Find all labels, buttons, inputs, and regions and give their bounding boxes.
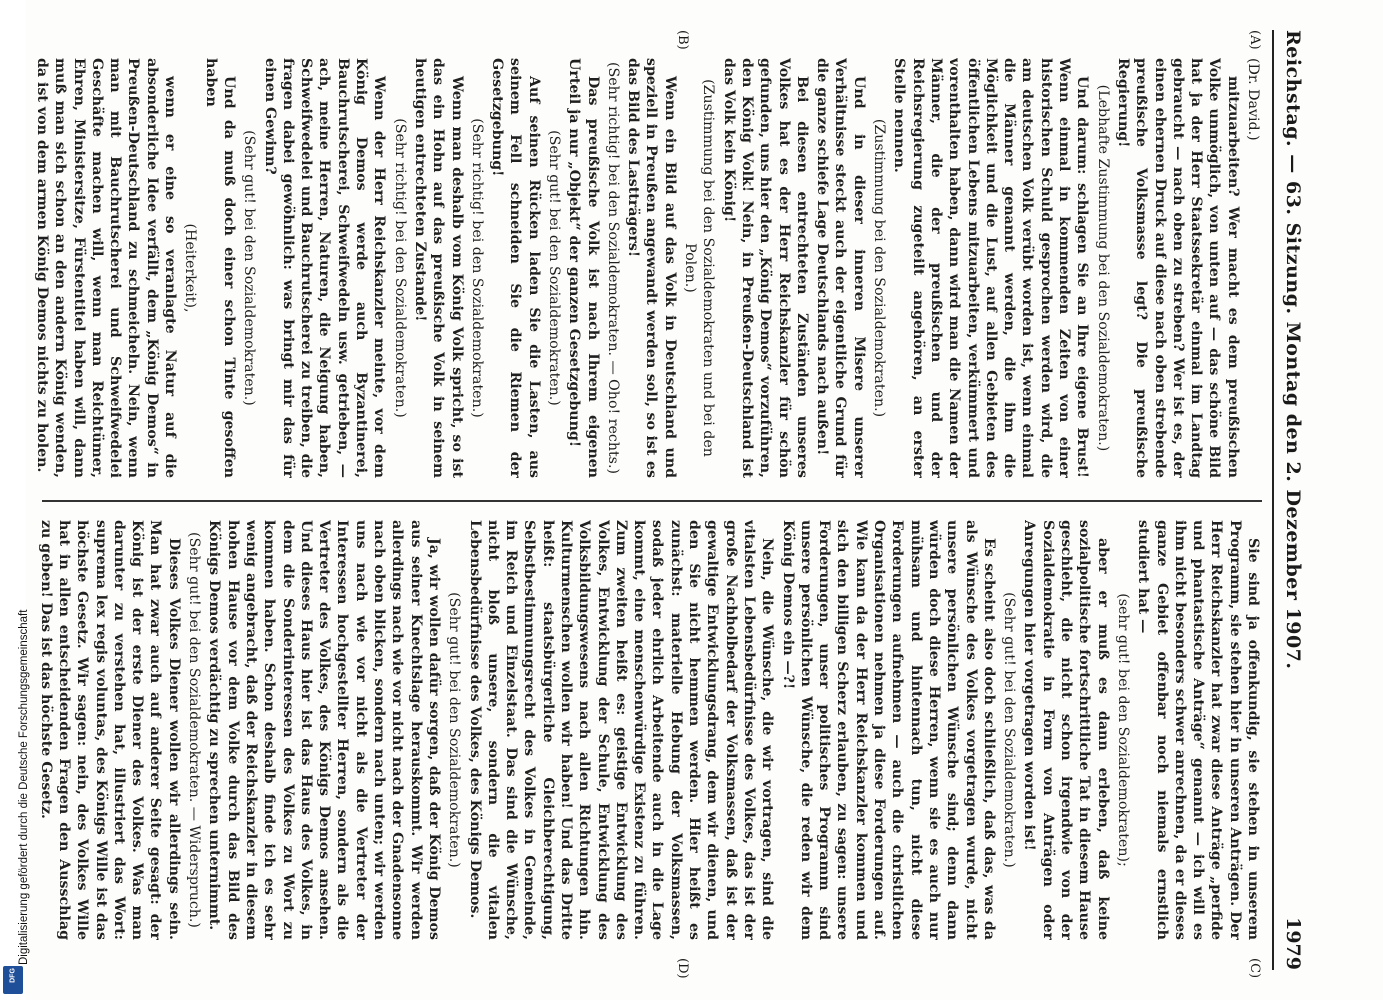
speech-paragraph: aber er muß es dann erleben, daß keine sozialpolitische fortschrittliche Tat in diesem Hause geschieht, die nicht schon irgendwie von der Sozialdemokratie in Form von Anträgen oder Anregungen hier vorgetragen worden ist! [1021, 520, 1111, 940]
speech-paragraph: Dieses Volkes Diener wollen wir allerdings sein. Man hat zwar auch auf anderer Seite gesagt: der König ist der erste Diener des Volkes. Was man darunter zu verstehen hat, illustriert das Wort: suprema lex regis voluntas, des Königs Wille ist das höchste Gesetz. Wir sagen: nein, des Volkes Wille hat in allen entscheidenden Fragen den Ausschlag zu geben! Das ist das höchste Gesetz. [37, 520, 182, 940]
stage-direction: (Sehr gut! bei den Sozialdemokraten.) [446, 592, 463, 868]
dfg-logo-text: DFG [9, 968, 17, 983]
speech-paragraph: Das preußische Volk ist nach Ihrem eigenen Urteil ja nur „Objekt“ der ganzen Gesetzgebung! [566, 58, 601, 478]
margin-marker-a: (A) [1247, 30, 1262, 50]
speech-paragraph: Wenn ein Bild auf das Volk in Deutschland und speziell in Preußen angewandt werden soll, so ist es das Bild des Lastträgers! [625, 58, 678, 478]
column-divider [42, 500, 1262, 502]
stage-direction: (Sehr richtig! bei den Sozialdemokraten.) [468, 118, 485, 418]
speech-paragraph: Wenn der Herr Reichskanzler meinte, vor dem König Demos werde auch Byzantinerei, Bauchrutscherei, Schweifwedeln usw. getrieben, — ach, meine Herren, Naturen, die Neigung haben, Schweifwedelei und Bauchrutscherei zu treiben, die fragen dabei gewöhnlich: was bringt mir das für einen Gewinn? [261, 58, 388, 478]
left-column-blocks [32, 58, 1242, 478]
running-header: Reichstag. — 63. Sitzung. Montag den 2. Dezember 1907. [1282, 30, 1304, 670]
speech-paragraph: Auf seinen Rücken laden Sie die Lasten, aus seinem Fell schneiden Sie die Riemen der Gesetzgebung! [489, 58, 542, 478]
speech-paragraph: Ja, wir wollen dafür sorgen, daß der König Demos aus seiner Knechtslage herauskommt. Wir werden allerdings nach wie vor nicht nach der Gnadensonne nach oben blicken, sondern nach unten; wir werden uns nach wie vor nicht als die Vertreter der Interessen hochgestellter Herren, sondern als die Vertreter des Volkes, des Königs Demos ansehen. Und dieses Haus hier ist das Haus des Volkes, in dem die Sonderinteressen des Volkes zu Wort zu kommen haben. Schon deshalb finde ich es sehr wenig angebracht, daß der Reichskanzler in diesem hohen Hause vor dem Volke durch das Bild des Königs Demos verdächtig zu sprechen unternimmt. [206, 520, 442, 940]
stage-direction: (Sehr gut! bei den Sozialdemokraten.) [546, 130, 563, 406]
stage-direction: (Sehr gut! bei den Sozialdemokraten.) [1001, 592, 1018, 868]
page-number: 1979 [1282, 917, 1304, 970]
speech-paragraph: wenn er eine so veranlagte Natur auf die absonderliche Idee verfällt, dem „König Demos“ in Preußen-Deutschland zu schmeicheln. Nein, wenn man mit Bauchrutscherei und Schweifwedelei Geschäfte machen will, wenn man Reichtümer, Ehren, Ministersitze, Fürstentitel haben will, dann muß man sich schon an den andern König wenden, da ist von dem armen König Demos nichts zu holen. [34, 58, 179, 478]
stage-direction [32, 520, 34, 940]
speech-paragraph: Sie sind ja offenkundig, sie stehen in unserem Programm, sie stehen hier in unseren Anträgen. Der Herr Reichskanzler hat zwar diese Anträge „perfide und phantastische Anträge“ genannt — ich will es ihm nicht besonders schwer anrechnen, da er dieses ganze Gebiet offenbar noch niemals ernstlich studiert hat — [1135, 520, 1261, 940]
stage-direction: (Sehr richtig! bei den Sozialdemokraten.) [391, 118, 408, 418]
stage-direction: (Zustimmung bei den Sozialdemokraten und bei den Polen.) [682, 79, 717, 457]
page-header [1272, 30, 1308, 970]
stage-direction: (Heiterkeit), [182, 223, 199, 313]
stage-direction: (sehr gut! bei den Sozialdemokraten); [1114, 593, 1131, 867]
right-column-blocks [32, 520, 1262, 940]
left-text-column [32, 58, 1262, 478]
speaker-label: (Dr. David.) [1245, 58, 1261, 141]
speech-paragraph: Nein, die Wünsche, die wir vortragen, sind die vitalsten Lebensbedürfnisse des Volkes, das ist der große Nachholbedarf der Volksmassen, daß ist der gewaltige Entwicklungsdrang, dem wir dienen, und den Sie nicht hemmen werden. Hier heißt es zunächst: materielle Hebung der Volksmassen, sodaß jeder ehrlich Arbeitende auch in die Lage kommt, eine menschenwürdige Existenz zu führen. Zum zweiten heißt es: geistige Entwicklung des Volkes, Entwicklung der Schule, Entwicklung des Volksbildungswesens nach allen Richtungen hin. Kulturmenschen wollen wir haben! Und das Dritte heißt: staatsbürgerliche Gleichberechtigung, Selbstbestimmungsrecht des Volkes in Gemeinde, im Reich und Einzelstaat. Das sind die Wünsche, nicht bloß unsere, sondern die vitalen Lebensbedürfnisse des Volkes, des Königs Demos. [466, 520, 776, 940]
speech-paragraph: Bei diesen entrechteten Zuständen unseres Volkes hat es der Herr Reichskanzler für schön gefunden, uns hier den „König Demos“ vorzuführen, den König Volk! Nein, in Preußen-Deutschland ist das Volk kein König! [720, 58, 810, 478]
speech-paragraph: Wenn man deshalb vom König Volk spricht, so ist das ein Hohn auf das preußische Volk in seinem heutigen entrechteten Zustande! [411, 58, 465, 478]
digitization-note: Digitalisierung gefördert durch die Deutsche Forschungsgemeinschaft [18, 609, 30, 965]
stage-direction: (Lebhafte Zustimmung bei den Sozialdemokraten.) [1094, 84, 1111, 452]
speech-paragraph: Und darum: schlagen Sie an Ihre eigene Brust! Wenn einmal in kommenden Zeiten von einer historischen Schuld gesprochen werden wird, die am deutschen Volk verübt worden ist, wenn einmal die Männer genannt werden, die ihm die Möglichkeit und die Lust, auf allen Gebieten des öffentlichen Lebens mitzuarbeiten, verkümmert und vorenthalten haben, dann wird man die Namen der Männer, die der preußischen und der Reichsregierung zugeteilt angehören, an erster Stelle nennen. [891, 58, 1091, 478]
margin-marker-c: (C) [1247, 958, 1262, 979]
speech-paragraph: Und da muß doch einer schon Tinte gesoffen haben [202, 58, 237, 478]
right-text-column [32, 520, 1262, 940]
margin-marker-b: (B) [675, 30, 690, 50]
speech-paragraph: mitzuarbeiten? Wer macht es dem preußischen Volke unmöglich, von unten auf — das schöne Bild hat ja der Herr Staatssekretär einmal im Landtag gebraucht — nach oben zu streben? Wer ist es, der einen ehernen Druck auf diese nach oben strebende preußische Volksmasse legt? Die preußische Regierung! [1114, 58, 1241, 478]
stage-direction: (Sehr gut! bei den Sozialdemokraten.) [241, 130, 258, 406]
stage-direction: (Zustimmung bei den Sozialdemokraten.) [871, 118, 888, 418]
stage-direction: (Sehr gut! bei den Sozialdemokraten. — Widerspruch.) [186, 532, 203, 928]
stage-direction: (Sehr richtig! bei den Sozialdemokraten. — Oho! rechts.) [604, 61, 621, 474]
speech-paragraph: Und in dieser inneren Misere unserer Verhältnisse steckt auch der eigentliche Grund für die ganze schiefe Lage Deutschlands nach außen! [814, 58, 867, 478]
margin-marker-d: (D) [675, 958, 690, 979]
speech-paragraph: Es scheint also doch schließlich, daß das, was da als Wünsche des Volkes vorgetragen wurde, nicht unsere persönlichen Wünsche sind; denn dann würden doch diese Herren, wenn sie es auch nur mühsam und hintennach tun, nicht diese Forderungen aufnehmen — auch die christlichen Organisationen nehmen ja diese Forderungen auf. Wie kann da der Herr Reichskanzler kommen und sich den billigen Scherz erlauben, zu sagen: unsere Forderungen, unser politisches Programm sind unsere persönlichen Wünsche, die reden wir dem König Demos ein —?! [779, 520, 997, 940]
